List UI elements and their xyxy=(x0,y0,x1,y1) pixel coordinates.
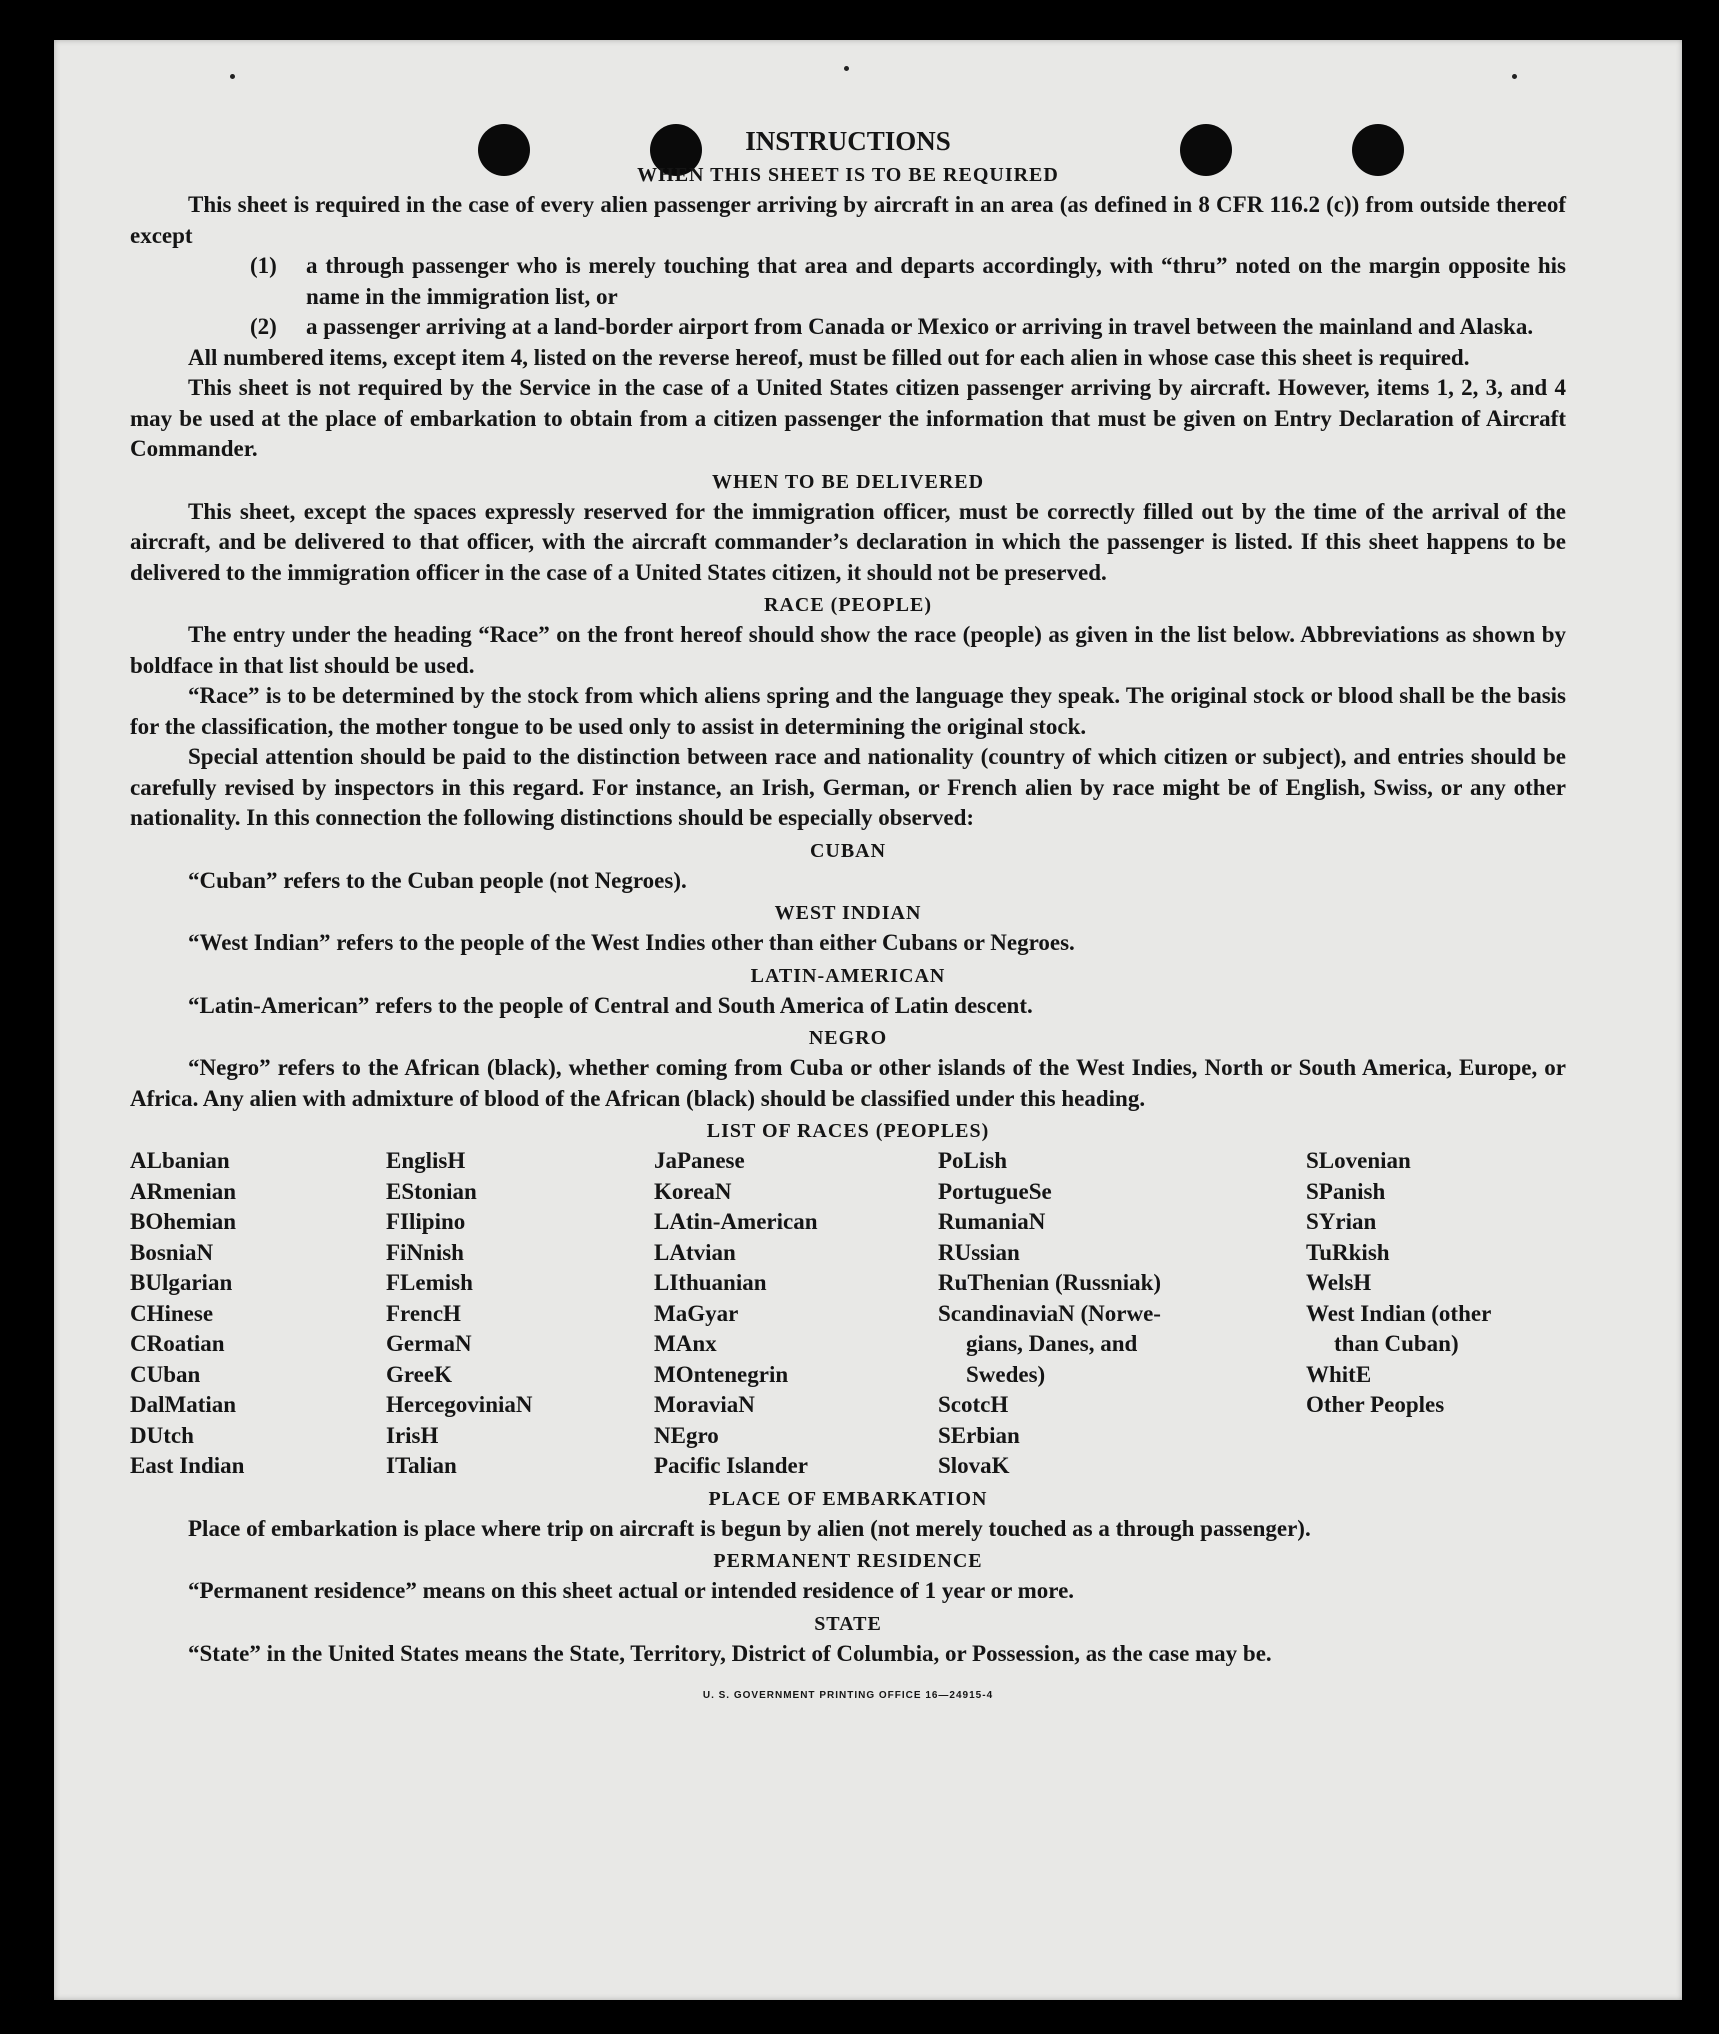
paragraph: All numbered items, except item 4, listed on the reverse hereof, must be filled out for each alien in whose case this sheet is required. xyxy=(188,344,1470,370)
paragraph: This sheet is required in the case of every alien passenger arriving by aircraft in an area (as defined in 8 CFR 116.2 (c)) from outside thereof except xyxy=(130,192,1566,248)
race-item: SErbian xyxy=(938,1422,1020,1448)
paragraph: This sheet is not required by the Service in the case of a United States citizen passenger arriving by aircraft. However, items 1, 2, 3, and 4 may be used at the place of embarkation to obtain from a citizen passenger the information that must be given on Entry Declaration of Aircraft Commander. xyxy=(130,375,1566,461)
race-item: BOhemian xyxy=(130,1209,237,1234)
page-title: INSTRUCTIONS xyxy=(745,126,951,156)
race-item: WelsH xyxy=(1306,1270,1372,1295)
numbered-item xyxy=(250,312,1566,343)
section-heading: WHEN TO BE DELIVERED xyxy=(711,470,985,493)
item-text: a through passenger who is merely touching that area and departs accordingly, with “thru” noted on the margin opposite his name in the immigration list, or xyxy=(306,253,1566,309)
race-item: FiNnish xyxy=(386,1239,464,1265)
speck xyxy=(844,66,849,71)
race-column xyxy=(1306,1146,1556,1482)
race-item: PortugueSe xyxy=(938,1178,1052,1204)
race-column xyxy=(130,1146,386,1482)
race-item: SLovenian xyxy=(1306,1148,1411,1173)
race-item: West Indian (other xyxy=(1306,1300,1492,1326)
paragraph: “Latin-American” refers to the people of Central and South America of Latin descent. xyxy=(188,992,1033,1018)
race-item: DalMatian xyxy=(130,1392,237,1417)
speck xyxy=(230,74,235,79)
paragraph: “Cuban” refers to the Cuban people (not Negroes). xyxy=(188,867,687,893)
race-item: MoraviaN xyxy=(654,1392,755,1417)
paragraph: Place of embarkation is place where trip on aircraft is begun by alien (not merely touched as a through passenger). xyxy=(188,1515,1311,1541)
race-item: CUban xyxy=(130,1361,201,1387)
paragraph: “State” in the United States means the State, Territory, District of Columbia, or Possession, as the case may be. xyxy=(188,1640,1272,1666)
section-heading: CUBAN xyxy=(809,839,887,862)
race-item: EnglisH xyxy=(386,1148,466,1173)
race-column xyxy=(386,1146,654,1482)
section-heading: WHEN THIS SHEET IS TO BE REQUIRED xyxy=(637,164,1059,186)
item-number: (2) xyxy=(250,314,277,339)
race-item: TuRkish xyxy=(1306,1239,1390,1265)
paragraph: “Race” is to be determined by the stock from which aliens spring and the language they speak. The original stock or blood shall be the basis for the classification, the mother tongue to be used only to assist in determining the original stock. xyxy=(130,683,1566,739)
race-item: MaGyar xyxy=(654,1300,739,1326)
race-item: MAnx xyxy=(654,1331,717,1356)
section-heading: WEST INDIAN xyxy=(774,902,922,924)
race-column xyxy=(938,1146,1306,1482)
race-item: BUlgarian xyxy=(130,1270,233,1295)
section-heading: PERMANENT RESIDENCE xyxy=(713,1550,983,1572)
race-item: SlovaK xyxy=(938,1453,1010,1478)
race-item: BosniaN xyxy=(130,1239,214,1265)
race-item: Swedes) xyxy=(966,1361,1046,1387)
paragraph: “West Indian” refers to the people of the West Indies other than either Cubans or Negroes. xyxy=(188,930,1075,955)
race-item: JaPanese xyxy=(654,1148,745,1173)
race-item: ITalian xyxy=(386,1453,457,1478)
race-item: PoLish xyxy=(938,1148,1008,1173)
paragraph: This sheet, except the spaces expressly reserved for the immigration officer, must be correctly filled out by the time of the arrival of the aircraft, and be delivered to that officer, with the aircraft commander’s declaration in which the passenger is listed. If this sheet happens to be delivered to the immigration officer in the case of a United States citizen, it should not be preserved. xyxy=(130,498,1566,585)
race-item: DUtch xyxy=(130,1422,194,1448)
speck xyxy=(1512,74,1517,79)
paragraph: Special attention should be paid to the distinction between race and nationality (country of which citizen or subject), and entries should be carefully revised by inspectors in this regard. For instance, an Irish, German, or French alien by race might be of English, Swiss, or any other nationality. In this connection the following distinctions should be especially observed: xyxy=(130,744,1566,830)
race-item: HercegoviniaN xyxy=(386,1392,533,1417)
race-item: Pacific Islander xyxy=(654,1453,808,1478)
item-text: a passenger arriving at a land-border airport from Canada or Mexico or arriving in travel between the mainland and Alaska. xyxy=(306,314,1534,339)
instructions-content xyxy=(130,124,1566,1712)
race-item: EStonian xyxy=(386,1178,477,1204)
paragraph: “Negro” refers to the African (black), whether coming from Cuba or other islands of the West Indies, North or South America, Europe, or Africa. Any alien with admixture of blood of the African (black) should be classified under this heading. xyxy=(130,1055,1566,1111)
numbered-item xyxy=(250,251,1566,312)
race-column xyxy=(654,1146,938,1482)
paragraph: “Permanent residence” means on this sheet actual or intended residence of 1 year or more. xyxy=(188,1578,1075,1603)
race-item: than Cuban) xyxy=(1334,1331,1459,1356)
race-item: CRoatian xyxy=(130,1331,225,1356)
race-item: RuThenian (Russniak) xyxy=(938,1270,1162,1295)
race-item: NEgro xyxy=(654,1422,719,1448)
race-item: ARmenian xyxy=(130,1178,237,1204)
race-item: SYrian xyxy=(1306,1209,1377,1234)
item-number: (1) xyxy=(250,253,277,278)
race-item: ScandinaviaN (Norwe- xyxy=(938,1300,1161,1326)
race-item: IrisH xyxy=(386,1422,439,1448)
race-item: LIthuanian xyxy=(654,1270,767,1295)
race-item: ScotcH xyxy=(938,1392,1009,1417)
race-item: GermaN xyxy=(386,1331,472,1356)
race-item: SPanish xyxy=(1306,1178,1386,1204)
race-item: Other Peoples xyxy=(1306,1392,1445,1417)
section-heading: STATE xyxy=(814,1612,882,1635)
section-heading: RACE (PEOPLE) xyxy=(764,594,932,616)
race-item: KoreaN xyxy=(654,1178,732,1204)
race-item: RumaniaN xyxy=(938,1209,1046,1234)
race-item: CHinese xyxy=(130,1300,214,1326)
race-item: FLemish xyxy=(386,1270,473,1295)
printer-imprint: U. S. GOVERNMENT PRINTING OFFICE 16—24915-4 xyxy=(702,1690,994,1701)
race-item: gians, Danes, and xyxy=(966,1331,1138,1356)
race-item: ALbanian xyxy=(130,1148,230,1173)
section-heading: LIST OF RACES (PEOPLES) xyxy=(706,1120,990,1142)
race-item: FrencH xyxy=(386,1300,461,1326)
race-list xyxy=(130,1146,1566,1482)
race-item: FIlipino xyxy=(386,1209,466,1234)
race-item: MOntenegrin xyxy=(654,1361,789,1387)
paragraph: The entry under the heading “Race” on the front hereof should show the race (people) as given in the list below. Abbreviations as shown by boldface in that list should be used. xyxy=(130,622,1566,678)
race-item: LAtvian xyxy=(654,1239,736,1265)
race-item: GreeK xyxy=(386,1361,452,1387)
section-heading: PLACE OF EMBARKATION xyxy=(708,1487,988,1510)
race-item: RUssian xyxy=(938,1239,1020,1265)
race-item: LAtin-American xyxy=(654,1209,818,1234)
race-item: WhitE xyxy=(1306,1361,1372,1387)
section-heading: LATIN-AMERICAN xyxy=(750,964,946,987)
race-item: East Indian xyxy=(130,1453,245,1478)
section-heading: NEGRO xyxy=(808,1027,888,1049)
